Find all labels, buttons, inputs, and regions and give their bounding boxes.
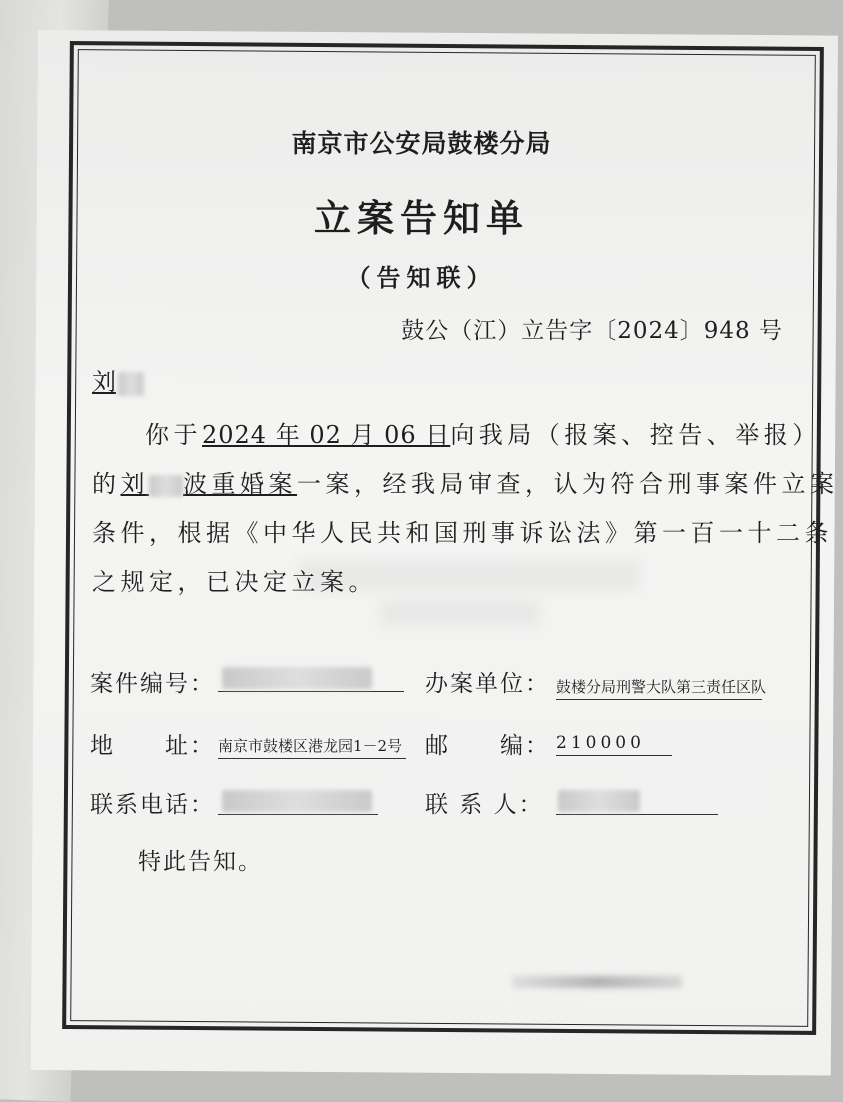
- closing-statement: 特此告知。: [138, 849, 263, 875]
- redacted-contact-person: [558, 790, 640, 812]
- postcode-value: 210000: [556, 733, 672, 756]
- address-value: 南京市鼓楼区港龙园1－2号: [218, 735, 406, 759]
- show-through-shadow: [380, 600, 540, 626]
- case-name: 刘 波重婚案: [120, 470, 297, 498]
- contact-person-label: 联 系 人：: [425, 792, 544, 818]
- phone-label: 联系电话：: [90, 792, 215, 818]
- recipient: [92, 362, 144, 397]
- handling-unit-value: 鼓楼分局刑警大队第三责任区队: [556, 676, 762, 700]
- handling-unit-label: 办案单位：: [425, 671, 550, 697]
- body-line-3: 条件，根据《中华人民共和国刑事诉讼法》第一百一十二条: [92, 519, 833, 547]
- body-line-1: 你于2024 年 02 月 06 日向我局（报案、控告、举报）: [145, 421, 821, 449]
- case-number-field: [218, 667, 404, 692]
- body-line-2: 的刘 波重婚案一案，经我局审查，认为符合刑事案件立案: [92, 470, 839, 498]
- redacted-name: [118, 372, 144, 396]
- case-number-label: 案件编号：: [90, 671, 215, 697]
- contact-person-field: [556, 790, 718, 815]
- redacted-signature: [512, 976, 682, 988]
- phone-field: [218, 790, 378, 815]
- body-line-4: 之规定，已决定立案。: [92, 568, 377, 596]
- redacted-case-number: [222, 667, 372, 689]
- redacted-phone: [222, 790, 372, 812]
- document-title: 立案告知单: [314, 196, 529, 240]
- issuing-organization: 南京市公安局鼓楼分局: [291, 129, 552, 158]
- document-subtitle: （告知联）: [346, 263, 497, 292]
- postcode-label: 邮 编：: [425, 733, 550, 759]
- redacted-name: [149, 475, 183, 497]
- recipient-surname: 刘: [92, 368, 116, 396]
- report-date: 2024 年 02 月 06 日: [202, 421, 451, 449]
- address-label: 地 址：: [90, 733, 215, 759]
- document-number: 鼓公（江）立告字〔2024〕948 号: [401, 318, 783, 344]
